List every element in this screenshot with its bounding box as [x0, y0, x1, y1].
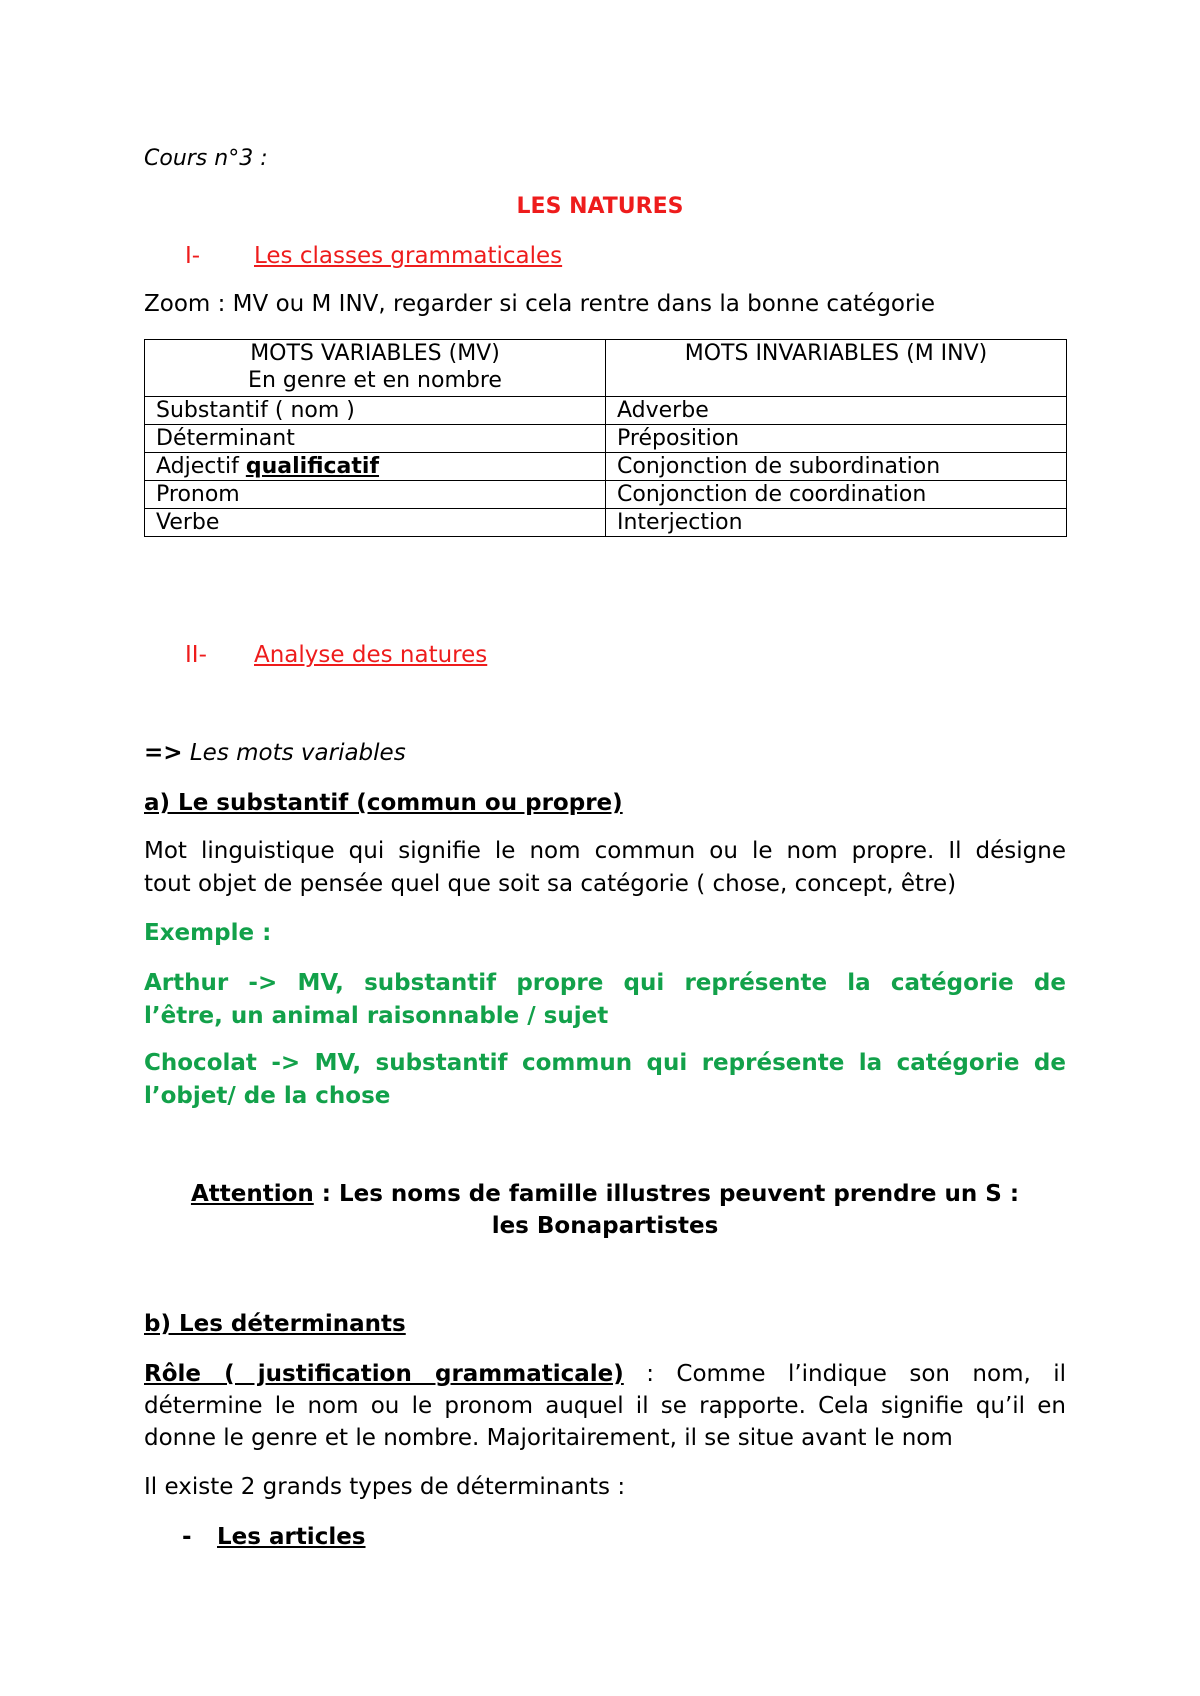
substantif-definition-line1: Mot linguistique qui signifie le nom commun ou le nom propre. Il désigne	[144, 838, 1066, 864]
substantif-definition-line2: tout objet de pensée quel que soit sa catégorie ( chose, concept, être)	[144, 871, 957, 897]
attention-label: Attention	[190, 1181, 314, 1207]
section1-title: Les classes grammaticales	[254, 243, 563, 269]
determinant-types-line: Il existe 2 grands types de déterminants :	[144, 1474, 626, 1500]
bullet-item-articles: Les articles	[217, 1524, 366, 1550]
example2-line1: Chocolat -> MV, substantif commun qui représente la catégorie de	[144, 1050, 1066, 1076]
attention-line2: les Bonapartistes	[491, 1213, 719, 1239]
table-cell-variable: Verbe	[145, 509, 606, 537]
course-label: Cours n°3 :	[144, 146, 268, 171]
table-header-variables-line1: MOTS VARIABLES (MV)	[250, 341, 500, 366]
section2-number: II-	[185, 642, 207, 668]
bullet-marker: -	[182, 1524, 192, 1550]
table-header-row	[145, 340, 1067, 397]
table-row	[145, 481, 1067, 509]
section2-title: Analyse des natures	[254, 642, 488, 668]
grammar-classes-table	[144, 339, 1067, 537]
role-label: Rôle ( justification grammaticale)	[144, 1361, 624, 1387]
table-header-invariables	[606, 340, 1067, 397]
table-cell-invariable: Préposition	[606, 425, 1067, 453]
example2-line2: l’objet/ de la chose	[144, 1083, 391, 1109]
table-cell-invariable: Conjonction de subordination	[606, 453, 1067, 481]
arrow-marker: =>	[144, 740, 183, 766]
table-header-variables-line2: En genre et en nombre	[248, 368, 502, 393]
table-cell-prefix: Adjectif	[156, 454, 246, 479]
table-cell-invariable: Adverbe	[606, 397, 1067, 425]
example1-line1: Arthur -> MV, substantif propre qui représente la catégorie de	[144, 970, 1066, 996]
section1-number: I-	[185, 243, 201, 269]
subsection-b-heading: b) Les déterminants	[144, 1311, 406, 1337]
table-header-invariables-label: MOTS INVARIABLES (M INV)	[684, 341, 988, 366]
role-line3: donne le genre et le nombre. Majoritairement, il se situe avant le nom	[144, 1425, 953, 1451]
table-cell-variable: Substantif ( nom )	[145, 397, 606, 425]
variables-line	[144, 740, 406, 766]
zoom-line: Zoom : MV ou M INV, regarder si cela rentre dans la bonne catégorie	[144, 291, 935, 317]
table-row	[145, 453, 1067, 481]
role-line2: détermine le nom ou le pronom auquel il se rapporte. Cela signifie qu’il en	[144, 1393, 1066, 1419]
example-label: Exemple :	[144, 920, 272, 946]
table-cell-invariable: Interjection	[606, 509, 1067, 537]
attention-text: : Les noms de famille illustres peuvent prendre un S :	[313, 1181, 1020, 1207]
table-cell-variable	[145, 453, 606, 481]
page-title: LES NATURES	[516, 194, 684, 219]
table-cell-invariable: Conjonction de coordination	[606, 481, 1067, 509]
table-header-variables	[145, 340, 606, 397]
subsection-a-heading: a) Le substantif (commun ou propre)	[144, 790, 623, 816]
role-line1	[144, 1361, 1066, 1387]
table-cell-variable: Pronom	[145, 481, 606, 509]
table-row	[145, 509, 1067, 537]
example1-line2: l’être, un animal raisonnable / sujet	[144, 1003, 609, 1029]
table-cell-variable: Déterminant	[145, 425, 606, 453]
role-text: : Comme l’indique son nom, il	[623, 1361, 1067, 1387]
table-row	[145, 397, 1067, 425]
variables-label: Les mots variables	[182, 740, 406, 766]
attention-line1	[0, 1181, 1200, 1207]
table-row	[145, 425, 1067, 453]
table-cell-emphasis: qualificatif	[245, 454, 380, 479]
